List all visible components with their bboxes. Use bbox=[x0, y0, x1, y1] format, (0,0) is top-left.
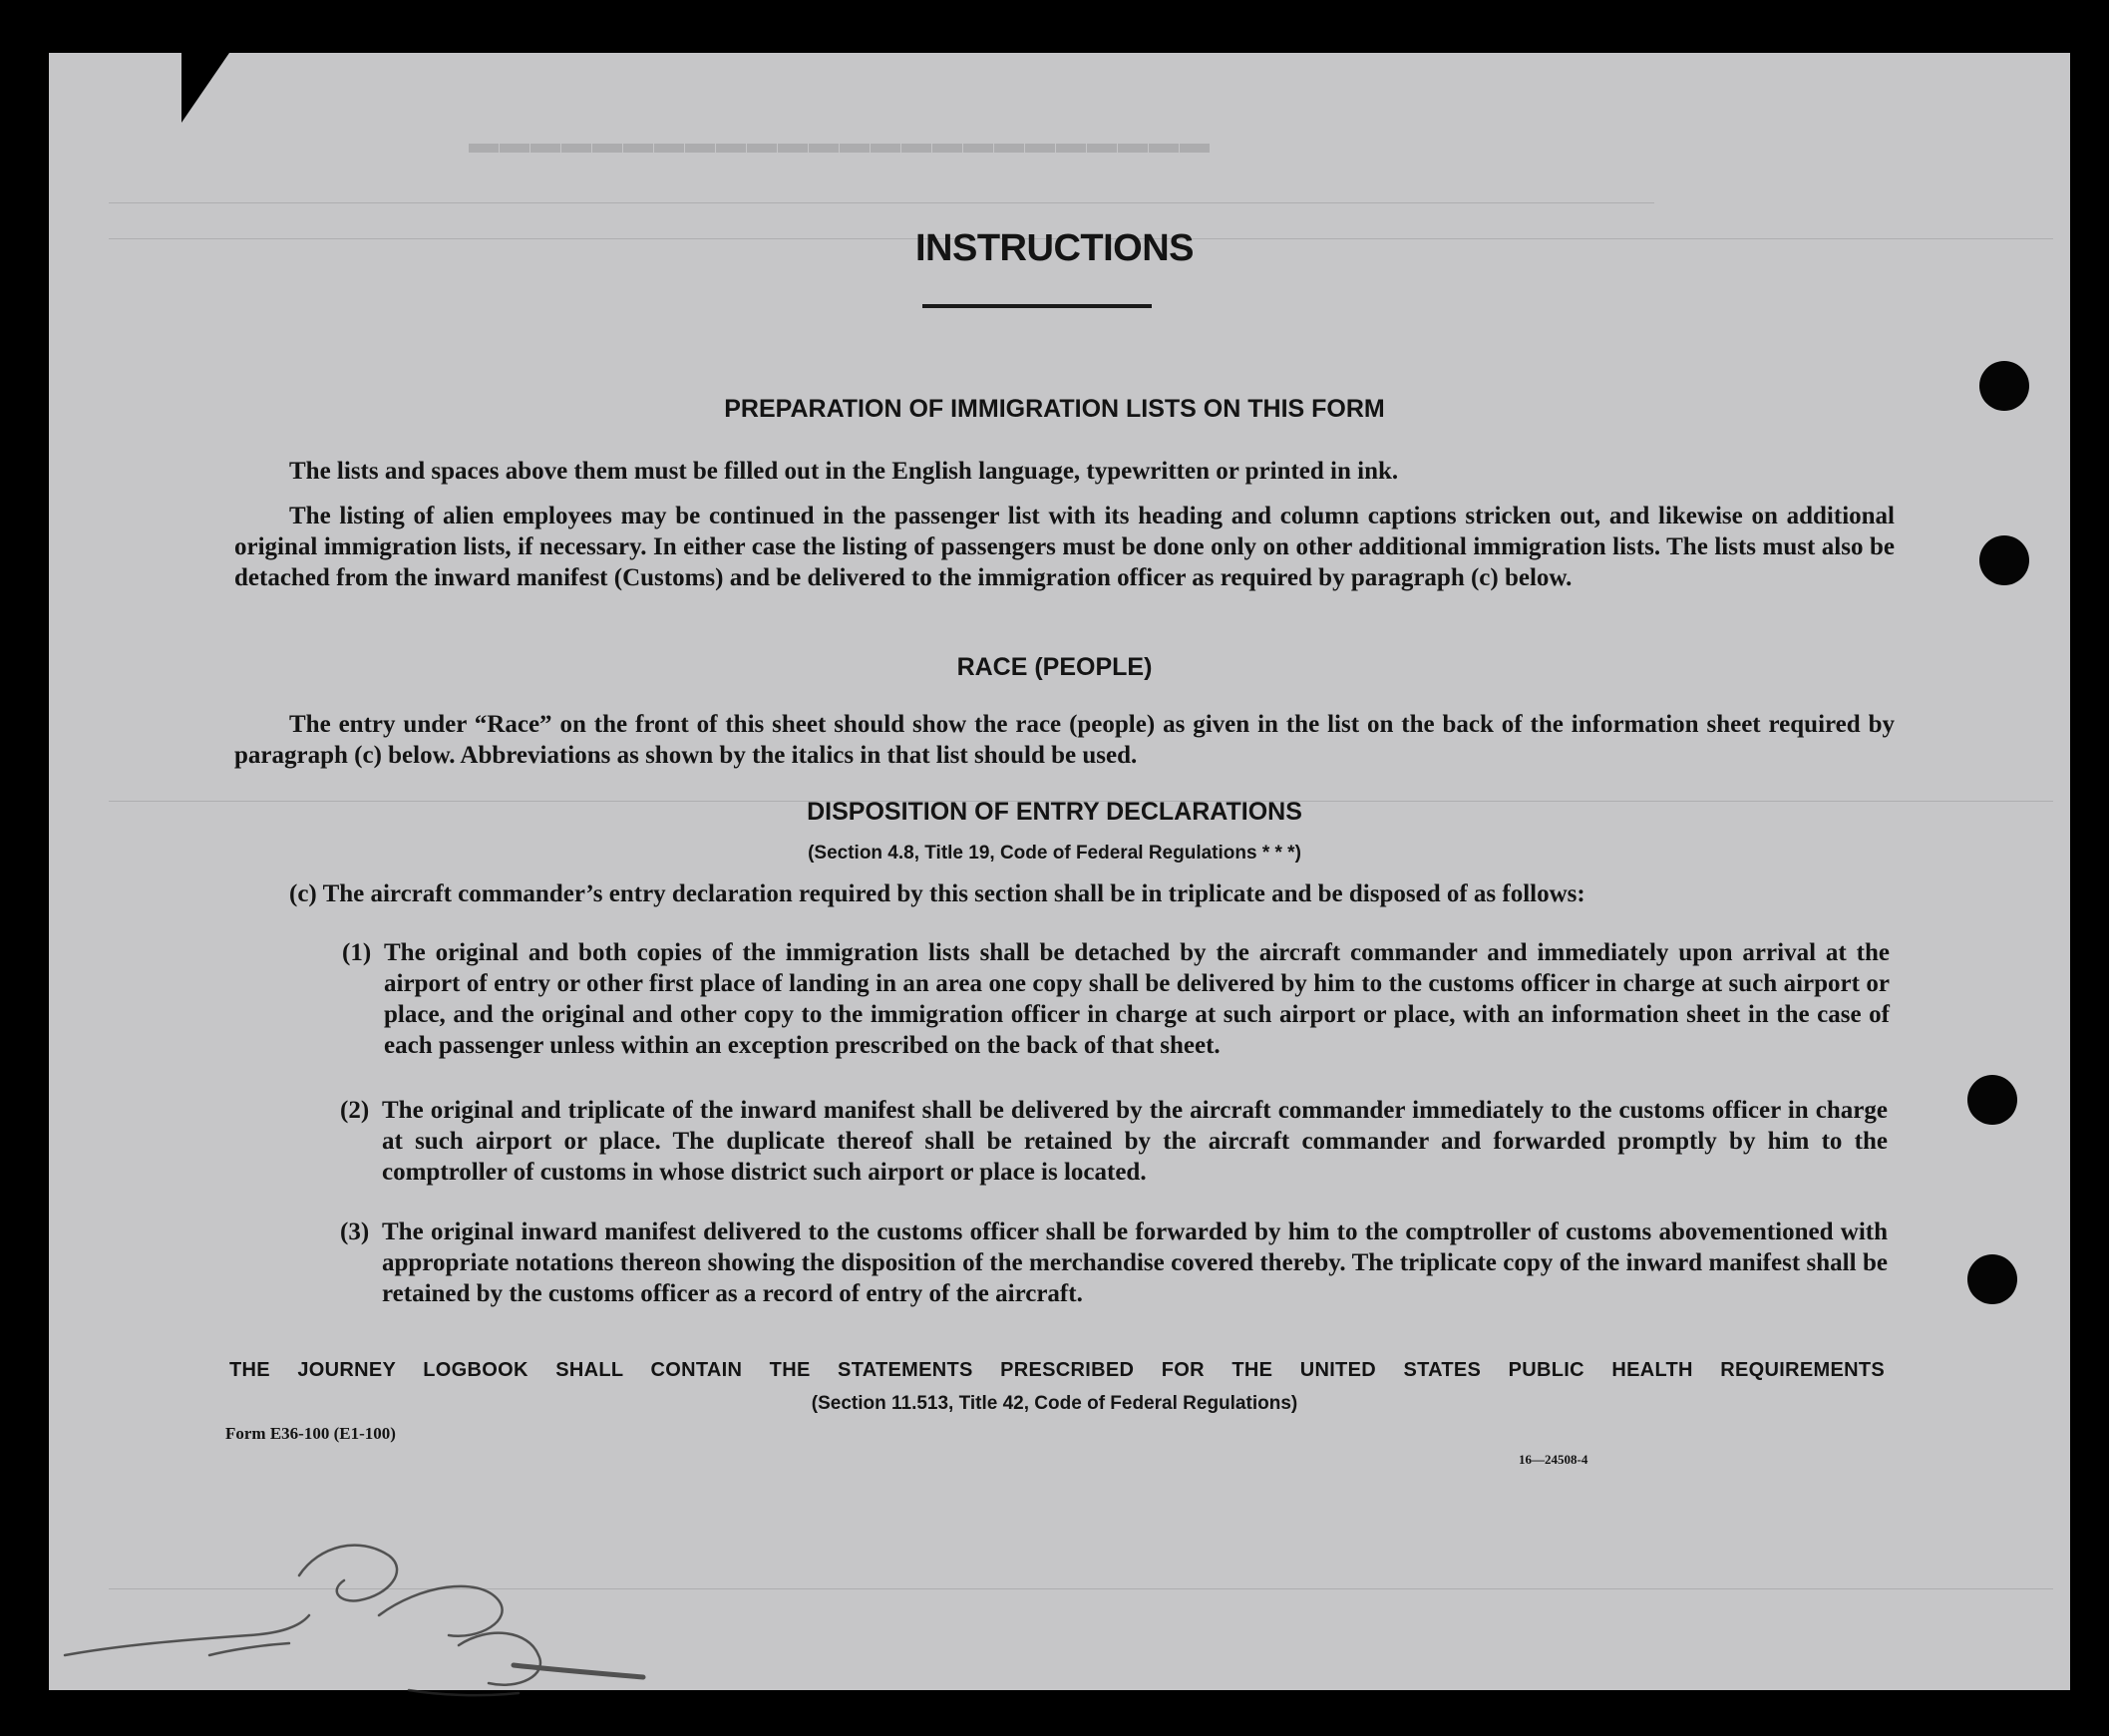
item-number: (1) bbox=[342, 939, 372, 966]
paragraph-alien-employees: The listing of alien employees may be continued in the passenger list with its heading and column captions stricken out, and likewise on additional original immigration lists, if necessary. In either case the listing of passengers must be done only on other additional immigration lists. The lists must also be detached from the inward manifest (Customs) and be delivered to the immigration officer as required by paragraph (c) below. bbox=[234, 503, 1895, 591]
list-item bbox=[340, 1216, 1888, 1309]
section-heading-preparation: PREPARATION OF IMMIGRATION LISTS ON THIS FORM bbox=[724, 395, 1385, 423]
health-requirements-caption: THE JOURNEY LOGBOOK SHALL CONTAIN THE STATEMENTS PRESCRIBED FOR THE UNITED STATES PUBLIC HEALTH REQUIREMENTS bbox=[229, 1359, 1885, 1381]
item-text: The original and triplicate of the inward manifest shall be delivered by the aircraft commander immediately to the customs officer in charge at such airport or place. The duplicate thereof shall be retained by the aircraft commander and forwarded promptly by him to the comptroller of customs in whose district such airport or place is located. bbox=[382, 1097, 1888, 1186]
paragraph-language: The lists and spaces above them must be filled out in the English language, typewritten or printed in ink. bbox=[289, 458, 1399, 485]
health-regulation-citation: (Section 11.513, Title 42, Code of Federal Regulations) bbox=[811, 1393, 1298, 1414]
page-title: INSTRUCTIONS bbox=[915, 227, 1194, 269]
item-number: (3) bbox=[340, 1218, 370, 1245]
regulation-citation: (Section 4.8, Title 19, Code of Federal Regulations * * *) bbox=[808, 843, 1301, 864]
paragraph-c-intro bbox=[289, 878, 1905, 909]
print-code: 16—24508-4 bbox=[1519, 1452, 1588, 1467]
list-item bbox=[340, 1095, 1888, 1188]
form-number: Form E36-100 (E1-100) bbox=[225, 1424, 396, 1443]
paragraph-race: The entry under “Race” on the front of this sheet should show the race (people) as given in the list on the back of the information sheet required by paragraph (c) below. Abbreviations as shown by the italics in that list should be used. bbox=[234, 711, 1895, 769]
item-number: (2) bbox=[340, 1097, 370, 1124]
item-text: The original inward manifest delivered to the customs officer shall be forwarded by him to the comptroller of customs abovementioned with appropriate notations thereon showing the disposition of the merchandise covered thereby. The triplicate copy of the inward manifest shall be retained by the customs officer as a record of entry of the aircraft. bbox=[382, 1218, 1888, 1307]
section-heading-race: RACE (PEOPLE) bbox=[956, 653, 1153, 681]
bleed-through-heading: ▬▬▬▬▬▬▬▬▬▬▬▬▬▬▬▬▬▬▬▬▬▬▬▬ bbox=[468, 127, 1210, 160]
paragraph-c-text: The aircraft commander’s entry declaration required by this section shall be in triplicate and be disposed of as follows: bbox=[322, 880, 1585, 907]
handwritten-signature bbox=[60, 1506, 678, 1705]
section-heading-disposition: DISPOSITION OF ENTRY DECLARATIONS bbox=[807, 798, 1302, 826]
item-text: The original and both copies of the immigration lists shall be detached by the aircraft commander and immediately upon arrival at the airport of entry or other first place of landing in an area one copy shall be delivered by him to the customs officer in charge at such airport or place, and the original and other copy to the immigration officer in charge at such airport or place, with an information sheet in the case of each passenger unless within an exception prescribed on the back of that sheet. bbox=[384, 939, 1890, 1059]
title-underline bbox=[922, 304, 1152, 308]
list-item bbox=[342, 937, 1890, 1061]
paragraph-label: (c) bbox=[289, 880, 317, 907]
